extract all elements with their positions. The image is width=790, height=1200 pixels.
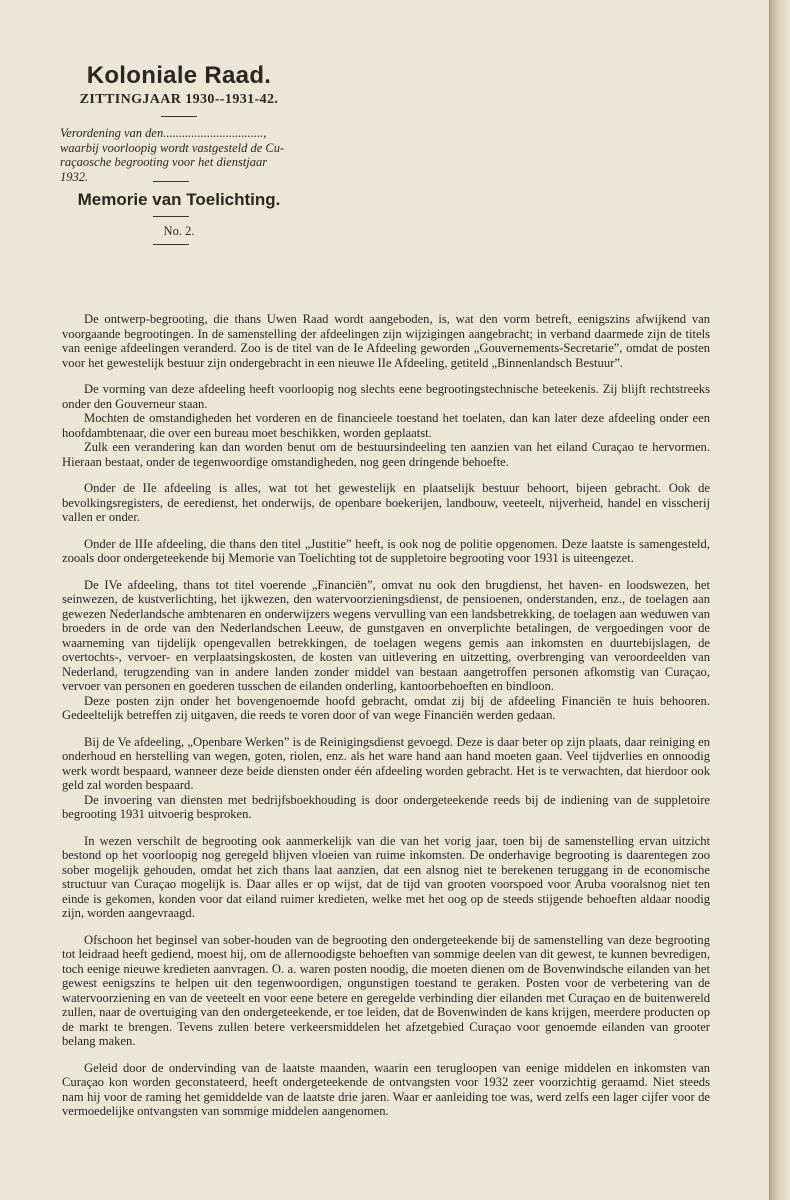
memo-title: Memorie van Toelichting.: [77, 190, 281, 209]
council-title: Koloniale Raad.: [86, 62, 272, 89]
divider: [153, 181, 189, 182]
paragraph: Zulk een verandering kan dan worden benut om de bestuursindeeling ten aanzien van het eiland Curaçao te hervormen. Hieraan bestaat, onder de tegenwoordige omstandigheden, nog geen dringende behoefte.: [62, 440, 710, 469]
paragraph: Mochten de omstandigheden het vorderen en de financieele toestand het toelaten, dan kan later deze afdeeling onder een hoofdambtenaar, die over een bureau moet beschikken, worden geplaatst.: [62, 411, 710, 440]
ordinance-title: [60, 126, 310, 184]
paragraph: De IVe afdeeling, thans tot titel voerende „Financiën”, omvat nu ook den brugdienst, het haven- en loodswezen, het seinwezen, de kustverlichting, het ijkwezen, den watervoorzieningsdienst, de pensioenen, onderstanden, enz., de toelagen aan gewezen Nederlandsche ambtenaren en onderwijzers wegens vervulling van een landsbetrekking, de toelagen aan weduwen van broeders in de orde van den Nederlandschen Leeuw, de gunstgaven en onverplichte betalingen, de vergoedingen voor de waarneming van tijdelijk opengevallen betrekkingen, de toelagen wegens gemis aan inkomsten en duurtebijslagen, de overtochts-, vervoer- en verplaatsingskosten, de kosten van uitlevering en uitzetting, overbrenging van veroordeelden van Nederland, terugzending van in andere landen zonder middel van bestaan aangetroffen personen afkomstig van Curaçao, vervoer van personen en goederen tusschen de eilanden onderling, kantoorbehoeften en bindloon.: [62, 577, 710, 693]
paragraph: Ofschoon het beginsel van sober-houden van de begrooting den ondergeteekende bij de samenstelling van deze begrooting tot leidraad heeft gediend, moest hij, om de allernoodigste behoeften van sommige deelen van dit gewest, te kunnen bevredigen, toch eenige nieuwe kredieten aanvragen. O. a. waren posten noodig, die moeten dienen om de Bovenwindsche eilanden van het gewest eenigszins te helpen uit den tegenwoordigen, ongunstigen toestand te geraken. Posten voor de verbetering van de watervoorziening en van de veeteelt en voor eene betere en geregelde verbinding dier eilanden met Curaçao en de buitenwereld zullen, naar de overtuiging van den ondergeteekende, er toe leiden, dat de Bovenwinden de kans krijgen, meerdere producten op de markt te brengen. Tevens zullen betere verkeersmiddelen het afzetgebied Curaçao voor genoemde eilanden van grooter belang maken.: [62, 932, 710, 1048]
session-year: ZITTINGJAAR 1930--1931-42.: [79, 92, 279, 107]
paragraph: Geleid door de ondervinding van de laatste maanden, waarin een terugloopen van eenige middelen en inkomsten van Curaçao kon worden geconstateerd, heeft ondergeteekende de ontvangsten voor 1932 zeer voorzichtig geraamd. Niet steeds nam hij voor de raming het gemiddelde van de laatste drie jaren. Waar er aanleiding toe was, werd zelfs een lager cijfer voor de vermoedelijke ontvangsten van sommige middelen aangenomen.: [62, 1060, 710, 1118]
paragraph: De ontwerp-begrooting, die thans Uwen Raad wordt aangeboden, is, wat den vorm betreft, eenigszins afwijkend van voorgaande begrootingen. In de samenstelling der afdeelingen zijn wijzigingen aangebracht; in verband daarmede zijn de titels van eenige afdeelingen veranderd. Zoo is de titel van de Ie Afdeeling geworden „Gouvernements-Secretarie”, omdat de posten voor het gewestelijk bestuur zijn ondergebracht in een nieuwe IIe Afdeeling, getiteld „Binnenlandsch Bestuur”.: [62, 312, 710, 370]
memo-number: No. 2.: [163, 224, 195, 238]
ordinance-line: raçaosche begrooting voor het dienstjaar: [60, 155, 268, 170]
divider: [161, 116, 197, 117]
ordinance-line: Verordening van den................................,: [60, 126, 267, 140]
paragraph: Onder de IIe afdeeling is alles, wat tot het gewestelijk en plaatselijk bestuur behoort, bijeen gebracht. Ook de bevolkingsregisters, de eeredienst, het onderwijs, de openbare boekerijen, landbouw, veeteelt, nijverheid, handel en visscherij vallen er onder.: [62, 481, 710, 524]
divider: [153, 216, 189, 217]
paragraph: Deze posten zijn onder het bovengenoemde hoofd gebracht, omdat zij bij de afdeeling Financiën te huis behooren. Gedeeltelijk betreffen zij uitgaven, die reeds te voren door of van wege Financiën werden gedaan.: [62, 693, 710, 722]
paragraph: De invoering van diensten met bedrijfsboekhouding is door ondergeteekende reeds bij de indiening van de suppletoire begrooting 1931 uitvoerig besproken.: [62, 792, 710, 821]
ordinance-line: 1932.: [60, 169, 89, 184]
paragraph: Bij de Ve afdeeling, „Openbare Werken” is de Reinigingsdienst gevoegd. Deze is daar beter op zijn plaats, daar reiniging en onderhoud en herstelling van wegen, goten, riolen, enz. als het ware hand aan hand moeten gaan. Veel tijdverlies en onnoodig werk wordt bespaard, wanneer deze beide diensten onder één afdeeling worden gebracht. Het is te verwachten, dat hierdoor ook geld zal worden bespaard.: [62, 734, 710, 792]
divider: [153, 244, 189, 245]
document-header: [48, 62, 310, 125]
page-binding-edge: [769, 0, 790, 1200]
paragraph: Onder de IIIe afdeeling, die thans den titel „Justitie” heeft, is ook nog de politie opgenomen. Deze laatste is samengesteld, zooals door ondergeteekende bij Memorie van Toelichting tot de suppletoire begrooting voor 1931 is uiteengezet.: [62, 536, 710, 565]
ordinance-line: waarbij voorloopig wordt vastgesteld de Cu-: [60, 140, 285, 155]
paragraph: In wezen verschilt de begrooting ook aanmerkelijk van die van het vorig jaar, toen bij de samenstelling ervan uitzicht bestond op het voorloopig nog geregeld blijven vloeien van ruime inkomsten. De onderhavige begrooting is daarentegen zoo sober mogelijk gehouden, omdat het zich thans laat aanzien, dat een alsnog niet te berekenen teruggang in de economische structuur van Curaçao mogelijk is. Daar alles er op wijst, dat de tijd van grooten voorspoed voor Aruba vooralsnog niet ten einde is gekomen, konden voor dat eiland ruimer kredieten, welke met het oog op de steeds stijgende behoeften aldaar noodig zijn, worden aangevraagd.: [62, 833, 710, 920]
body-text: [62, 312, 710, 1119]
paragraph: De vorming van deze afdeeling heeft voorloopig nog slechts eene begrootingstechnische beteekenis. Zij blijft rechtstreeks onder den Gouverneur staan.: [62, 382, 710, 411]
